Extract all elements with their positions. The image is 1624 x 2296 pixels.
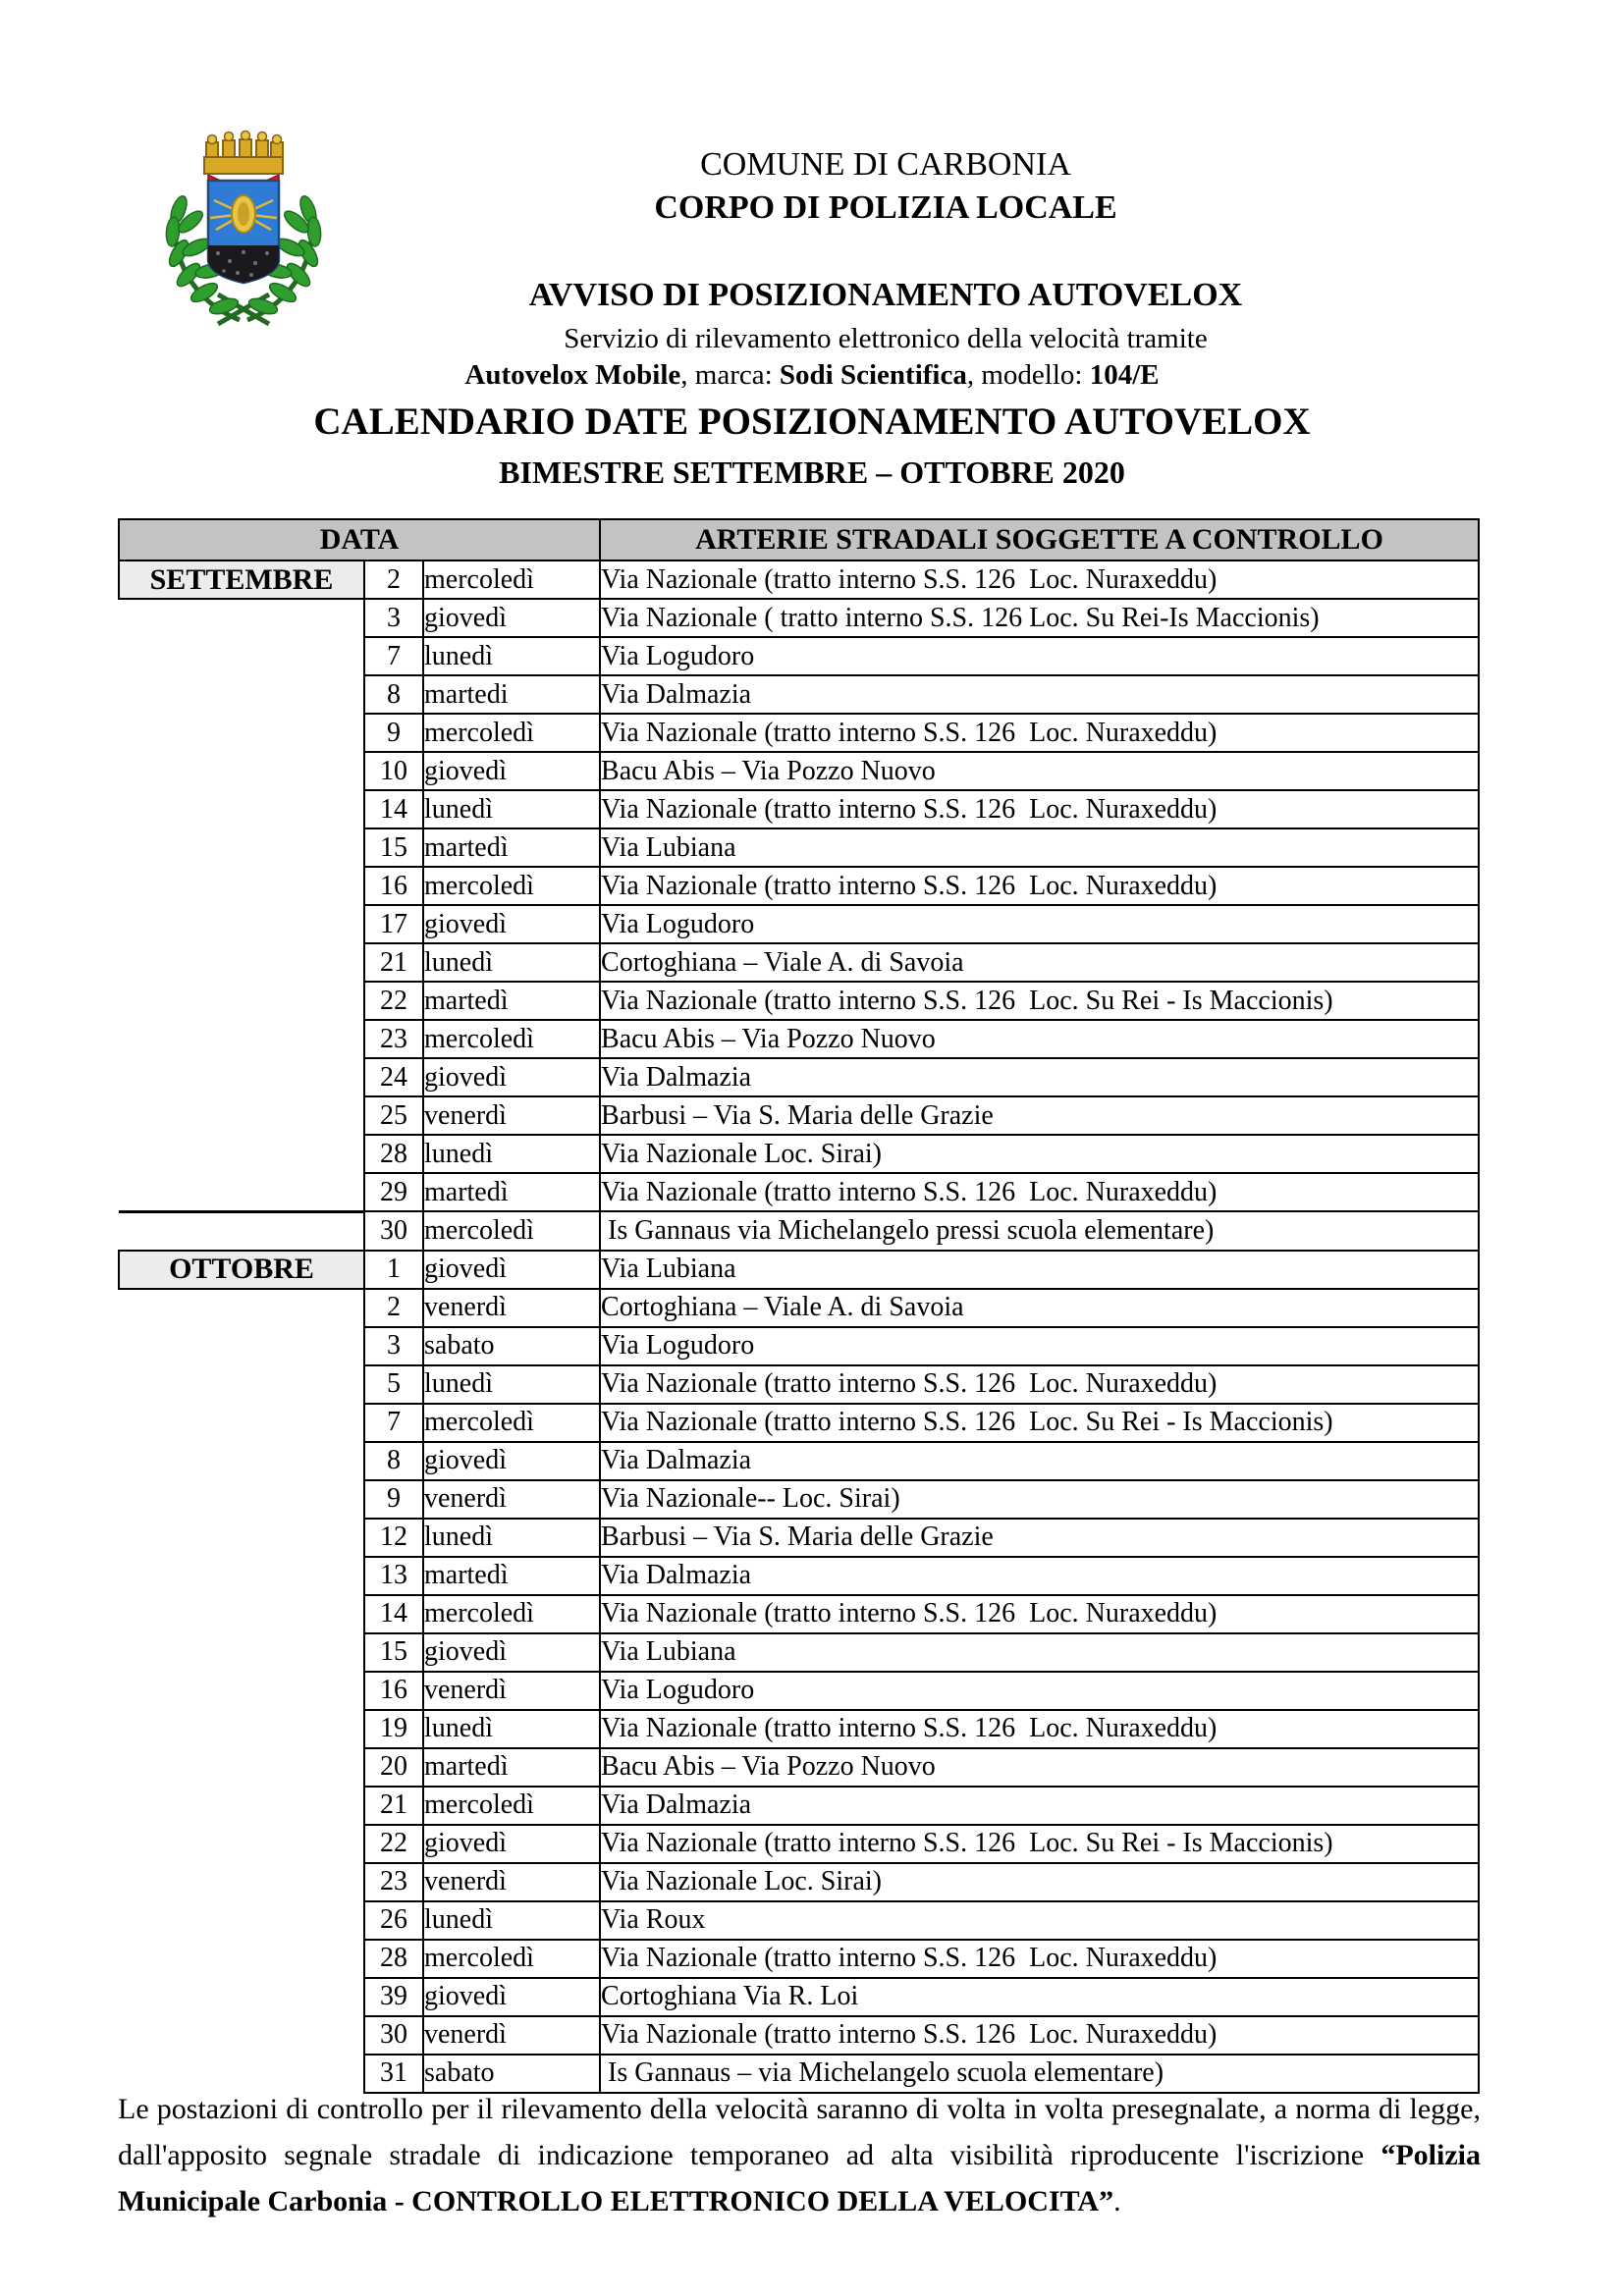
street-cell: Via Lubiana — [600, 1633, 1479, 1672]
day-cell: 13 — [364, 1557, 423, 1595]
month-cell — [119, 1289, 364, 1327]
weekday-cell: mercoledì — [423, 1787, 600, 1825]
street-cell: Via Nazionale (tratto interno S.S. 126 Loc. Su Rei - Is Maccionis) — [600, 1825, 1479, 1863]
column-header-arteries: ARTERIE STRADALI SOGGETTE A CONTROLLO — [600, 519, 1479, 561]
street-cell: Via Nazionale (tratto interno S.S. 126 Loc. Nuraxeddu) — [600, 1595, 1479, 1633]
month-cell — [119, 1557, 364, 1595]
table-row — [119, 675, 1479, 714]
weekday-cell: lunedì — [423, 1135, 600, 1173]
weekday-cell: mercoledì — [423, 1404, 600, 1442]
day-cell: 5 — [364, 1365, 423, 1404]
table-row — [119, 982, 1479, 1020]
month-cell — [119, 1940, 364, 1978]
month-cell — [119, 790, 364, 828]
day-cell: 20 — [364, 1748, 423, 1787]
street-cell: Via Lubiana — [600, 1251, 1479, 1289]
street-cell: Via Lubiana — [600, 828, 1479, 867]
table-row — [119, 1519, 1479, 1557]
table-header-row — [119, 519, 1479, 561]
weekday-cell: giovedì — [423, 1442, 600, 1480]
table-row — [119, 1173, 1479, 1211]
day-cell: 16 — [364, 867, 423, 905]
month-cell — [119, 1748, 364, 1787]
day-cell: 10 — [364, 752, 423, 790]
month-cell — [119, 752, 364, 790]
weekday-cell: lunedì — [423, 1710, 600, 1748]
day-cell: 30 — [364, 2016, 423, 2055]
street-cell: Bacu Abis – Via Pozzo Nuovo — [600, 1748, 1479, 1787]
bold-text-run: Autovelox Mobile — [464, 358, 681, 391]
shield-icon — [208, 181, 279, 283]
weekday-cell: giovedì — [423, 905, 600, 943]
month-cell — [119, 714, 364, 752]
street-cell: Barbusi – Via S. Maria delle Grazie — [600, 1096, 1479, 1135]
month-cell — [119, 1710, 364, 1748]
street-cell: Via Nazionale Loc. Sirai) — [600, 1135, 1479, 1173]
calendar-title: CALENDARIO DATE POSIZIONAMENTO AUTOVELOX — [313, 400, 1311, 443]
month-cell — [119, 1327, 364, 1365]
table-row — [119, 1442, 1479, 1480]
table-row — [119, 1135, 1479, 1173]
day-cell: 26 — [364, 1901, 423, 1940]
month-cell — [119, 1901, 364, 1940]
month-cell — [119, 2016, 364, 2055]
street-cell: Cortoghiana – Viale A. di Savoia — [600, 1289, 1479, 1327]
day-cell: 16 — [364, 1672, 423, 1710]
street-cell: Via Nazionale (tratto interno S.S. 126 Loc. Nuraxeddu) — [600, 1365, 1479, 1404]
day-cell: 28 — [364, 1135, 423, 1173]
street-cell: Via Nazionale (tratto interno S.S. 126 Loc. Nuraxeddu) — [600, 561, 1479, 599]
table-row — [119, 1863, 1479, 1901]
month-cell — [119, 1672, 364, 1710]
street-cell: Via Nazionale ( tratto interno S.S. 126 Loc. Su Rei-Is Maccionis) — [600, 599, 1479, 637]
month-label: OTTOBRE — [119, 1251, 364, 1289]
table-row — [119, 790, 1479, 828]
month-cell — [119, 1020, 364, 1058]
day-cell: 31 — [364, 2055, 423, 2093]
day-cell: 3 — [364, 1327, 423, 1365]
street-cell: Via Nazionale (tratto interno S.S. 126 Loc. Nuraxeddu) — [600, 790, 1479, 828]
weekday-cell: venerdì — [423, 1672, 600, 1710]
weekday-cell: martedì — [423, 1748, 600, 1787]
street-cell: Via Nazionale-- Loc. Sirai) — [600, 1480, 1479, 1519]
weekday-cell: giovedì — [423, 1251, 600, 1289]
table-row — [119, 1327, 1479, 1365]
weekday-cell: giovedì — [423, 599, 600, 637]
department-name: CORPO DI POLIZIA LOCALE — [654, 188, 1117, 226]
weekday-cell: venerdì — [423, 1096, 600, 1135]
table-row — [119, 867, 1479, 905]
service-subtitle: Servizio di rilevamento elettronico della velocità tramite — [564, 322, 1208, 354]
day-cell: 8 — [364, 675, 423, 714]
day-cell: 1 — [364, 1251, 423, 1289]
table-row — [119, 637, 1479, 675]
weekday-cell: venerdì — [423, 1863, 600, 1901]
day-cell: 7 — [364, 1404, 423, 1442]
month-cell — [119, 1404, 364, 1442]
weekday-cell: mercoledì — [423, 1940, 600, 1978]
weekday-cell: sabato — [423, 1327, 600, 1365]
street-cell: Via Dalmazia — [600, 1442, 1479, 1480]
month-cell — [119, 637, 364, 675]
table-row — [119, 2016, 1479, 2055]
day-cell: 25 — [364, 1096, 423, 1135]
street-cell: Via Nazionale (tratto interno S.S. 126 Loc. Su Rei - Is Maccionis) — [600, 1404, 1479, 1442]
month-cell — [119, 1787, 364, 1825]
month-cell — [119, 1978, 364, 2016]
street-cell: Via Nazionale (tratto interno S.S. 126 Loc. Nuraxeddu) — [600, 1173, 1479, 1211]
month-cell — [119, 1058, 364, 1096]
table-row — [119, 1404, 1479, 1442]
table-row — [119, 1557, 1479, 1595]
street-cell: Via Nazionale Loc. Sirai) — [600, 1863, 1479, 1901]
table-row — [119, 1940, 1479, 1978]
table-row — [119, 1787, 1479, 1825]
month-cell — [119, 1480, 364, 1519]
table-row — [119, 1480, 1479, 1519]
street-cell: Via Nazionale (tratto interno S.S. 126 Loc. Nuraxeddu) — [600, 1940, 1479, 1978]
table-row — [119, 828, 1479, 867]
street-cell: Via Nazionale (tratto interno S.S. 126 Loc. Nuraxeddu) — [600, 867, 1479, 905]
weekday-cell: venerdì — [423, 2016, 600, 2055]
weekday-cell: mercoledì — [423, 1020, 600, 1058]
table-row — [119, 1058, 1479, 1096]
street-cell: Via Dalmazia — [600, 675, 1479, 714]
street-cell: Via Dalmazia — [600, 1557, 1479, 1595]
bold-text-run: “Polizia Municipale Carbonia - CONTROLLO ELETTRONICO DELLA VELOCITA” — [118, 2138, 1481, 2217]
month-label: SETTEMBRE — [119, 561, 364, 599]
table-row — [119, 1211, 1479, 1251]
table-row — [119, 905, 1479, 943]
month-cell — [119, 943, 364, 982]
day-cell: 3 — [364, 599, 423, 637]
day-cell: 14 — [364, 790, 423, 828]
bold-text-run: 104/E — [1089, 358, 1160, 391]
street-cell: Via Nazionale (tratto interno S.S. 126 Loc. Nuraxeddu) — [600, 714, 1479, 752]
weekday-cell: giovedì — [423, 1633, 600, 1672]
month-cell — [119, 1442, 364, 1480]
day-cell: 28 — [364, 1940, 423, 1978]
day-cell: 17 — [364, 905, 423, 943]
month-cell — [119, 1863, 364, 1901]
day-cell: 21 — [364, 943, 423, 982]
month-cell — [119, 1519, 364, 1557]
text-run: . — [1113, 2184, 1121, 2217]
table-row — [119, 1748, 1479, 1787]
day-cell: 24 — [364, 1058, 423, 1096]
weekday-cell: lunedì — [423, 637, 600, 675]
table-row — [119, 714, 1479, 752]
weekday-cell: giovedì — [423, 752, 600, 790]
table-row — [119, 1365, 1479, 1404]
table-row — [119, 1096, 1479, 1135]
weekday-cell: mercoledì — [423, 867, 600, 905]
month-cell — [119, 1365, 364, 1404]
notice-title: AVVISO DI POSIZIONAMENTO AUTOVELOX — [528, 277, 1243, 314]
table-row — [119, 1251, 1479, 1289]
month-cell — [119, 867, 364, 905]
text-run: , modello: — [966, 358, 1090, 391]
street-cell: Via Nazionale (tratto interno S.S. 126 Loc. Nuraxeddu) — [600, 2016, 1479, 2055]
day-cell: 12 — [364, 1519, 423, 1557]
month-cell — [119, 905, 364, 943]
text-run: , marca: — [680, 358, 780, 391]
device-line — [0, 357, 1624, 394]
table-row — [119, 1901, 1479, 1940]
day-cell: 39 — [364, 1978, 423, 2016]
day-cell: 22 — [364, 1825, 423, 1863]
table-row — [119, 1672, 1479, 1710]
table-row — [119, 599, 1479, 637]
weekday-cell: mercoledì — [423, 1595, 600, 1633]
street-cell: Via Logudoro — [600, 1327, 1479, 1365]
month-cell — [119, 1633, 364, 1672]
month-cell — [119, 1825, 364, 1863]
street-cell: Via Roux — [600, 1901, 1479, 1940]
table-row — [119, 943, 1479, 982]
day-cell: 15 — [364, 1633, 423, 1672]
street-cell: Cortoghiana Via R. Loi — [600, 1978, 1479, 2016]
table-row — [119, 1825, 1479, 1863]
text-run: Le postazioni di controllo per il rilevamento della velocità saranno di volta in volta presegnalate, a norma di legge, dall'apposito segnale stradale di indicazione temporaneo ad alta visibilità riproducente l'iscrizione — [118, 2093, 1481, 2171]
month-cell — [119, 1096, 364, 1135]
day-cell: 2 — [364, 561, 423, 599]
table-body — [119, 561, 1479, 2093]
weekday-cell: martedì — [423, 828, 600, 867]
table-row — [119, 1020, 1479, 1058]
weekday-cell: lunedì — [423, 1519, 600, 1557]
day-cell: 9 — [364, 1480, 423, 1519]
weekday-cell: martedì — [423, 1557, 600, 1595]
weekday-cell: giovedì — [423, 1978, 600, 2016]
month-cell — [119, 1595, 364, 1633]
day-cell: 23 — [364, 1020, 423, 1058]
weekday-cell: lunedì — [423, 1365, 600, 1404]
street-cell: Is Gannaus via Michelangelo pressi scuola elementare) — [600, 1211, 1479, 1251]
day-cell: 9 — [364, 714, 423, 752]
month-cell — [119, 982, 364, 1020]
weekday-cell: giovedì — [423, 1058, 600, 1096]
period-subtitle: BIMESTRE SETTEMBRE – OTTOBRE 2020 — [499, 454, 1125, 490]
table-row — [119, 1633, 1479, 1672]
footnote-paragraph — [118, 2087, 1481, 2224]
day-cell: 19 — [364, 1710, 423, 1748]
weekday-cell: mercoledì — [423, 714, 600, 752]
weekday-cell: martedì — [423, 1173, 600, 1211]
bold-text-run: Sodi Scientifica — [779, 358, 967, 391]
street-cell: Bacu Abis – Via Pozzo Nuovo — [600, 752, 1479, 790]
autovelox-calendar-table — [118, 518, 1480, 2094]
weekday-cell: martedì — [423, 982, 600, 1020]
column-header-data: DATA — [119, 519, 600, 561]
weekday-cell: mercoledì — [423, 1211, 600, 1251]
day-cell: 7 — [364, 637, 423, 675]
street-cell: Bacu Abis – Via Pozzo Nuovo — [600, 1020, 1479, 1058]
street-cell: Barbusi – Via S. Maria delle Grazie — [600, 1519, 1479, 1557]
day-cell: 22 — [364, 982, 423, 1020]
month-cell — [119, 1135, 364, 1173]
weekday-cell: martedi — [423, 675, 600, 714]
month-cell — [119, 599, 364, 637]
weekday-cell: venerdì — [423, 1480, 600, 1519]
street-cell: Via Nazionale (tratto interno S.S. 126 Loc. Su Rei - Is Maccionis) — [600, 982, 1479, 1020]
weekday-cell: lunedì — [423, 943, 600, 982]
street-cell: Via Logudoro — [600, 637, 1479, 675]
table-row — [119, 1595, 1479, 1633]
street-cell: Cortoghiana – Viale A. di Savoia — [600, 943, 1479, 982]
weekday-cell: giovedì — [423, 1825, 600, 1863]
weekday-cell: lunedì — [423, 1901, 600, 1940]
day-cell: 8 — [364, 1442, 423, 1480]
street-cell: Is Gannaus – via Michelangelo scuola elementare) — [600, 2055, 1479, 2093]
month-cell — [119, 1173, 364, 1211]
street-cell: Via Logudoro — [600, 905, 1479, 943]
weekday-cell: venerdì — [423, 1289, 600, 1327]
weekday-cell: lunedì — [423, 790, 600, 828]
street-cell: Via Dalmazia — [600, 1787, 1479, 1825]
coat-of-arms-icon — [153, 128, 334, 328]
month-cell — [119, 1211, 364, 1251]
day-cell: 30 — [364, 1211, 423, 1251]
table-row — [119, 1289, 1479, 1327]
table-row — [119, 561, 1479, 599]
table-row — [119, 752, 1479, 790]
month-cell — [119, 675, 364, 714]
day-cell: 15 — [364, 828, 423, 867]
day-cell: 14 — [364, 1595, 423, 1633]
street-cell: Via Dalmazia — [600, 1058, 1479, 1096]
municipal-coat-of-arms — [153, 128, 334, 328]
street-cell: Via Logudoro — [600, 1672, 1479, 1710]
day-cell: 23 — [364, 1863, 423, 1901]
weekday-cell: sabato — [423, 2055, 600, 2093]
weekday-cell: mercoledì — [423, 561, 600, 599]
day-cell: 29 — [364, 1173, 423, 1211]
day-cell: 2 — [364, 1289, 423, 1327]
table-row — [119, 1710, 1479, 1748]
month-cell — [119, 828, 364, 867]
street-cell: Via Nazionale (tratto interno S.S. 126 Loc. Nuraxeddu) — [600, 1710, 1479, 1748]
day-cell: 21 — [364, 1787, 423, 1825]
table-row — [119, 1978, 1479, 2016]
municipality-name: COMUNE DI CARBONIA — [700, 146, 1071, 183]
